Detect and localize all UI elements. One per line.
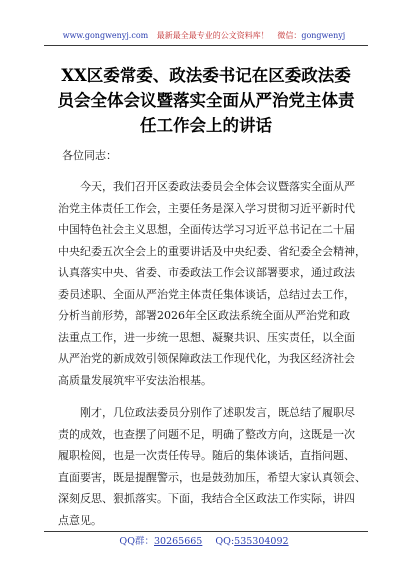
footer-divider bbox=[44, 531, 368, 532]
page-footer bbox=[0, 535, 408, 548]
paragraph-spacer bbox=[58, 391, 354, 402]
paragraph-1-line: 分析当前形势，部署2026年全区政法系统全面从严治党和政 bbox=[58, 309, 350, 322]
title-line-2: 员会全体会议暨落实全面从严治党主体责 bbox=[57, 91, 355, 110]
paragraph-1-line: 中国特色社会主义思想，全面传达学习习近平总书记在二十届 bbox=[58, 223, 355, 236]
qq-group-link[interactable]: 30265665 bbox=[154, 536, 203, 547]
wechat-id: gongwenyj bbox=[301, 31, 346, 40]
site-banner bbox=[0, 30, 408, 42]
qq-group-label: QQ群： bbox=[119, 536, 154, 547]
paragraph-2-line: 刚才，几位政法委员分别作了述职发言，既总结了履职尽 bbox=[80, 406, 355, 419]
paragraph-1-line: 高质量发展筑牢平安法治根基。 bbox=[58, 373, 212, 387]
paragraph-1-line: 今天，我们召开区委政法委员会全体会议暨落实全面从严 bbox=[80, 180, 355, 193]
qq-label: QQ: bbox=[215, 536, 235, 547]
paragraph-2-line: 点意见。 bbox=[58, 513, 102, 527]
paragraph-1-line: 从严治党的新成效引领保障政法工作现代化，为我区经济社会 bbox=[58, 352, 355, 365]
title-line-3: 任工作会上的讲话 bbox=[140, 116, 272, 135]
title-line-1: XX区委常委、政法委书记在区委政法委 bbox=[61, 66, 351, 85]
paragraph-1-line: 法重点工作，进一步统一思想、凝聚共识、压实责任，以全面 bbox=[58, 330, 355, 344]
paragraph-2-line: 责的成效，也查摆了问题不足，明确了整改方向，这既是一次 bbox=[58, 427, 355, 441]
wechat-label: 微信： bbox=[277, 31, 302, 40]
paragraph-2-line: 直面要害，既是提醒警示，也是鼓劲加压，希望大家认真领会、 bbox=[58, 470, 366, 484]
paragraph-2-line: 履职检阅，也是一次责任传导。随后的集体谈话，直指问题、 bbox=[58, 449, 355, 462]
speech-body bbox=[58, 176, 366, 531]
paragraph-1-line: 中央纪委五次全会上的重要讲话及中央纪委、省纪委全会精神， bbox=[58, 244, 366, 258]
header-divider bbox=[44, 45, 368, 46]
paragraph-1-line: 认真落实中央、省委、市委政法工作会议部署要求，通过政法 bbox=[58, 266, 355, 279]
qq-link[interactable]: 535304092 bbox=[234, 536, 289, 547]
paragraph-1-line: 治党主体责任工作会，主要任务是深入学习贯彻习近平新时代 bbox=[58, 201, 355, 215]
document-title bbox=[44, 63, 368, 138]
salutation: 各位同志： bbox=[62, 149, 117, 162]
site-slogan: 最新最全最专业的公文资料库！ bbox=[156, 31, 269, 40]
paragraph-2-line: 深刻反思、狠抓落实。下面，我结合全区政法工作实际，讲四 bbox=[58, 492, 355, 505]
site-url[interactable]: www.gongwenyj.com bbox=[62, 31, 149, 40]
paragraph-1-line: 委员述职、全面从严治党主体责任集体谈话，总结过去工作， bbox=[58, 287, 355, 301]
